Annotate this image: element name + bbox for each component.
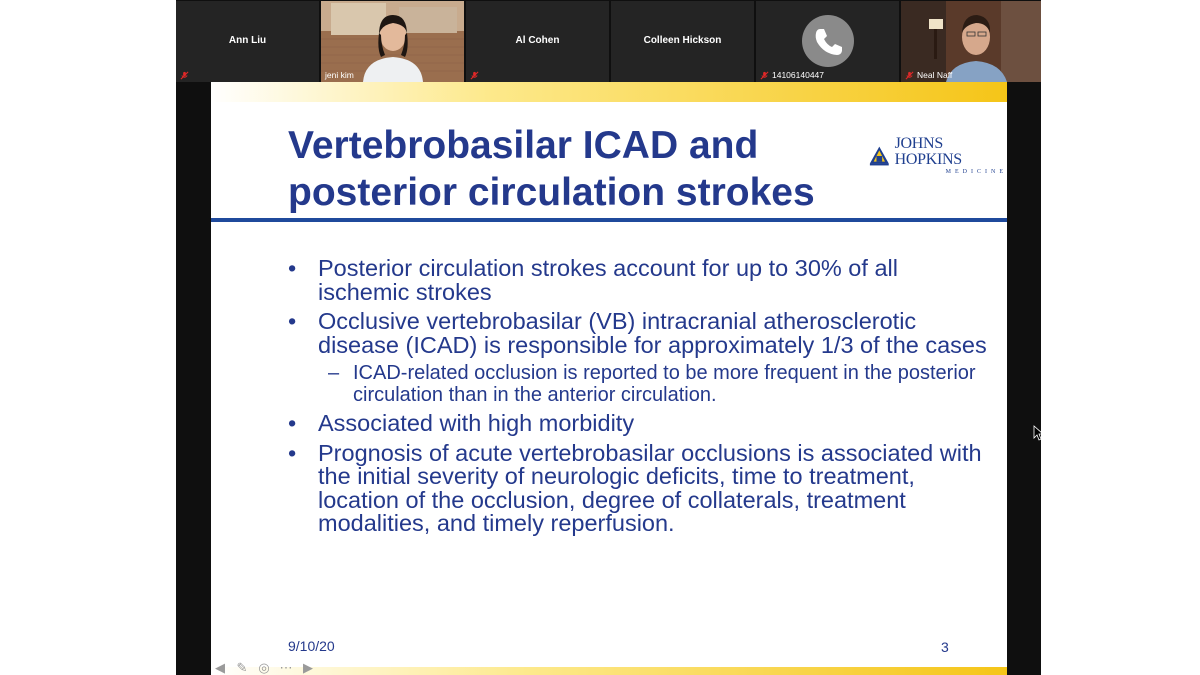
slide-bottom-bar <box>211 667 1007 675</box>
hopkins-dome-icon <box>868 144 891 168</box>
participant-tile-phone[interactable] <box>756 1 899 82</box>
bullet-marker: • <box>288 255 297 281</box>
title-rule <box>211 218 1007 222</box>
logo-sub-text: MEDICINE <box>945 169 1007 175</box>
next-arrow-icon[interactable]: ▶ <box>303 660 313 675</box>
slide-title <box>288 122 848 216</box>
bullet-marker: • <box>288 410 297 436</box>
bullet-marker: • <box>288 308 297 334</box>
institution-logo <box>868 136 1007 175</box>
sub-bullet-item <box>288 363 988 406</box>
slide-page-number: 3 <box>941 639 949 655</box>
participant-name: Al Cohen <box>515 35 560 46</box>
logo-main-text: JOHNS HOPKINS <box>894 135 962 168</box>
bullet-text: Posterior circulation strokes account for up to 30% of all ischemic strokes <box>318 255 898 305</box>
bullet-text: Prognosis of acute vertebrobasilar occlusions is associated with the initial severity of neurologic deficits, time to treatment, location of the occlusion, degree of collaterals, treatment modalities, and timely reperfusion. <box>318 439 982 536</box>
bullet-item <box>288 412 988 436</box>
sub-bullet-marker: – <box>328 362 340 384</box>
bullet-list <box>288 257 988 542</box>
bullet-marker: • <box>288 439 297 466</box>
slide-title-line-1: Vertebrobasilar ICAD and <box>288 124 759 167</box>
participant-name: 14106140447 <box>772 70 825 80</box>
bullet-text: Occlusive vertebrobasilar (VB) intracranial atherosclerotic disease (ICAD) is responsible for approximately 1/3 of the cases <box>318 308 987 358</box>
mouse-pointer-icon <box>1033 425 1041 441</box>
bullet-item <box>288 310 988 357</box>
pen-icon[interactable]: ✎ <box>236 660 248 675</box>
participant-tile-ann-liu[interactable] <box>176 1 319 82</box>
mic-muted-icon <box>180 71 189 80</box>
slide-date: 9/10/20 <box>288 638 335 654</box>
shared-slide <box>211 82 1007 675</box>
participant-name: Ann Liu <box>228 35 267 46</box>
participant-tile-colleen-hickson[interactable] <box>611 1 754 82</box>
bullet-item <box>288 439 988 536</box>
bullet-text: Associated with high morbidity <box>318 410 635 436</box>
slide-top-bar <box>211 82 1007 102</box>
participant-name: Colleen Hickson <box>643 35 722 46</box>
participant-tile-al-cohen[interactable] <box>466 1 609 82</box>
participant-tile-jeni-kim[interactable] <box>321 1 464 82</box>
mic-muted-icon <box>760 71 769 80</box>
prev-arrow-icon[interactable]: ◀ <box>215 660 225 675</box>
participant-name: Neal Naff <box>917 70 953 80</box>
more-icon[interactable]: ⋯ <box>279 660 293 675</box>
sub-bullet-text: ICAD-related occlusion is reported to be more frequent in the posterior circulation than in the anterior circulation. <box>353 362 976 406</box>
presenter-toolbar <box>212 661 316 675</box>
zoom-icon[interactable]: ◎ <box>258 660 270 675</box>
participant-tile-neal-naff[interactable] <box>901 1 1041 82</box>
participant-name: jeni kim <box>325 70 354 80</box>
meeting-window <box>176 0 1041 675</box>
mic-muted-icon <box>470 71 479 80</box>
phone-icon <box>802 15 854 67</box>
mic-muted-icon <box>905 71 914 80</box>
slide-title-line-2: posterior circulation strokes <box>288 171 815 214</box>
bullet-item <box>288 257 988 304</box>
